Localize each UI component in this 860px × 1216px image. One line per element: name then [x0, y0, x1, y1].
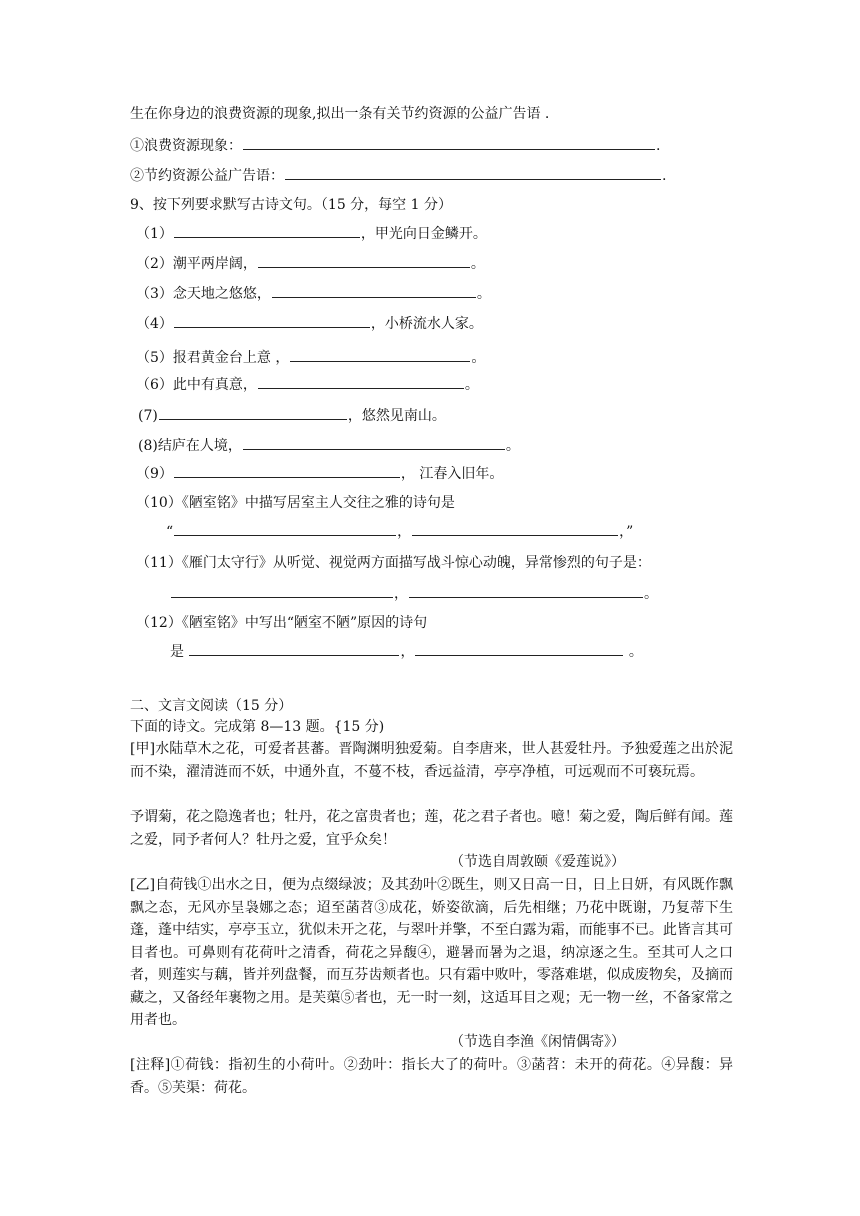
item-number: （10）	[136, 495, 182, 511]
answer-blank[interactable]	[174, 463, 400, 478]
item-number: （1）	[136, 226, 173, 242]
answer-blank[interactable]	[174, 521, 396, 536]
answer-blank[interactable]	[159, 405, 347, 420]
item-end: 。	[471, 350, 486, 366]
item-text: 报君黄金台上意 ，	[172, 350, 290, 366]
item-number: （11）	[136, 555, 182, 571]
answer-blank[interactable]	[171, 583, 393, 598]
answer-blank[interactable]	[258, 374, 464, 389]
q9-item-7	[138, 405, 446, 426]
period: .	[662, 168, 667, 184]
q9-item-4	[136, 313, 483, 334]
item-text: 此中有真意，	[172, 377, 257, 393]
waste-phenomenon-line	[130, 135, 660, 156]
q9-item-6	[136, 374, 479, 395]
item-number: （9）	[136, 466, 173, 482]
q9-item-12	[136, 613, 427, 633]
item-number: (7)	[138, 408, 158, 424]
q9-item-11-answer	[170, 583, 658, 604]
period: .	[656, 138, 661, 154]
answer-blank[interactable]	[189, 641, 399, 656]
answer-blank[interactable]	[243, 435, 505, 450]
passage-yi-source: （节选自李渔《闲情偶寄》）	[450, 1034, 625, 1050]
item-end: 。	[470, 256, 485, 272]
intro-line: 生在你身边的浪费资源的现象,拟出一条有关节约资源的公益广告语 .	[130, 106, 550, 122]
passage-jia-p2: 予谓菊，花之隐逸者也；牡丹，花之富贵者也；莲，花之君子者也。噫！菊之爱，陶后鲜有闻。莲之爱，同予者何人？牡丹之爱，宜乎众矣！	[130, 809, 733, 848]
passage-yi: [乙]自荷钱①出水之日，便为点缀绿波；及其劲叶②既生，则又日高一日，日上日妍，有风既作飘飘之态，无风亦呈袅娜之态；迢至菡苕③成花，娇姿欲滴，后先相继；乃花中既谢，乃复蒂下生蓬，蓬中结实，亭亭玉立，犹似未开之花，与翠叶并擎，不至白露为霜，而能事不已。此皆言其可目者也。可鼻则有花荷叶之清香，荷花之异馥④，避暑而暑为之退，纳凉逐之生。至其可人之口者，则莲实与藕，皆并列盘餐，而互芬齿颊者也。只有霜中败叶，零落难堪，似成废物矣，及摘而藏之，又备经年裹物之用。是芙蕖⑤者也，无一时一刻，这适耳目之观；无一物一丝，不备家常之用者也。	[130, 877, 733, 1028]
answer-blank[interactable]	[174, 223, 360, 238]
item-text: ，悠然见南山。	[347, 408, 446, 424]
passage-jia-source: （节选自周敦颐《爱莲说》）	[450, 854, 625, 870]
section2-heading: 二、文言文阅读（15 分）	[130, 698, 293, 714]
item-text: 念天地之悠悠，	[172, 286, 271, 302]
passage-jia-p1: [甲]水陆草木之花，可爱者甚蕃。晋陶渊明独爱菊。自李唐来，世人甚爱牡丹。予独爱莲之出於泥而不染，濯清涟而不妖，中通外直，不蔓不枝，香远益清，亭亭净植，可远观而不可亵玩焉。	[130, 741, 733, 780]
close-quote: ，”	[619, 524, 634, 540]
q9-item-3	[136, 283, 491, 304]
q9-title: 9、按下列要求默写古诗文句。（15 分，每空 1 分）	[130, 197, 452, 213]
item-number: （6）	[136, 377, 173, 393]
item-text: 《陋室铭》中描写居室主人交往之雅的诗句是	[181, 495, 455, 511]
item-text: ， 江春入旧年。	[400, 466, 504, 482]
answer-blank[interactable]	[258, 253, 470, 268]
item-number: （3）	[136, 286, 173, 302]
item-end: 。	[464, 377, 479, 393]
item-text: ，甲光向日金鳞开。	[360, 226, 487, 242]
q9-item-5	[136, 347, 485, 368]
item-number: （12）	[136, 615, 182, 631]
item-text: 《陋室铭》中写出“陋室不陋”原因的诗句	[181, 615, 428, 631]
answer-blank[interactable]	[272, 283, 476, 298]
item-number: (8)	[138, 438, 158, 454]
comma: ，	[400, 644, 415, 660]
item-end: 。	[644, 586, 658, 602]
item-number: （2）	[136, 256, 173, 272]
comma: ，	[397, 524, 412, 540]
answer-blank[interactable]	[415, 641, 623, 656]
item-text: 潮平两岸阔，	[172, 256, 257, 272]
q9-item-8	[138, 435, 520, 456]
waste-phenomenon-blank[interactable]	[243, 135, 655, 150]
item-text: ，小桥流水人家。	[370, 316, 483, 332]
q9-item-10	[136, 493, 455, 513]
section2-instruction: 下面的诗文。完成第 8—13 题。{15 分)	[130, 719, 385, 735]
answer-blank[interactable]	[409, 583, 643, 598]
answer-blank[interactable]	[412, 521, 618, 536]
waste-phenomenon-label: ①浪费资源现象：	[130, 138, 242, 154]
answer-blank[interactable]	[290, 347, 470, 362]
lead: 是	[170, 644, 184, 660]
slogan-line	[130, 165, 666, 186]
q9-item-12-answer	[170, 641, 643, 662]
comma: ，	[394, 586, 408, 602]
q9-item-11	[136, 553, 651, 573]
item-number: （5）	[136, 350, 173, 366]
item-number: （4）	[136, 316, 173, 332]
open-quote: “	[166, 524, 174, 540]
q9-item-2	[136, 253, 485, 274]
slogan-blank[interactable]	[285, 165, 661, 180]
item-text: 《雁门太守行》从听觉、视觉两方面描写战斗惊心动魄，异常惨烈的句子是：	[181, 555, 651, 571]
item-text: 结庐在人境，	[157, 438, 242, 454]
item-end: 。	[476, 286, 491, 302]
answer-blank[interactable]	[174, 313, 370, 328]
item-end: 。	[505, 438, 520, 454]
item-end: 。	[628, 644, 643, 660]
q9-item-10-answer	[166, 521, 633, 542]
slogan-label: ②节约资源公益广告语：	[130, 168, 284, 184]
q9-item-9	[136, 463, 503, 484]
q9-item-1	[136, 223, 487, 244]
annotations: [注释]①荷钱：指初生的小荷叶。②劲叶：指长大了的荷叶。③菡苕：未开的荷花。④异馥：异香。⑤芙渠：荷花。	[130, 1057, 733, 1096]
